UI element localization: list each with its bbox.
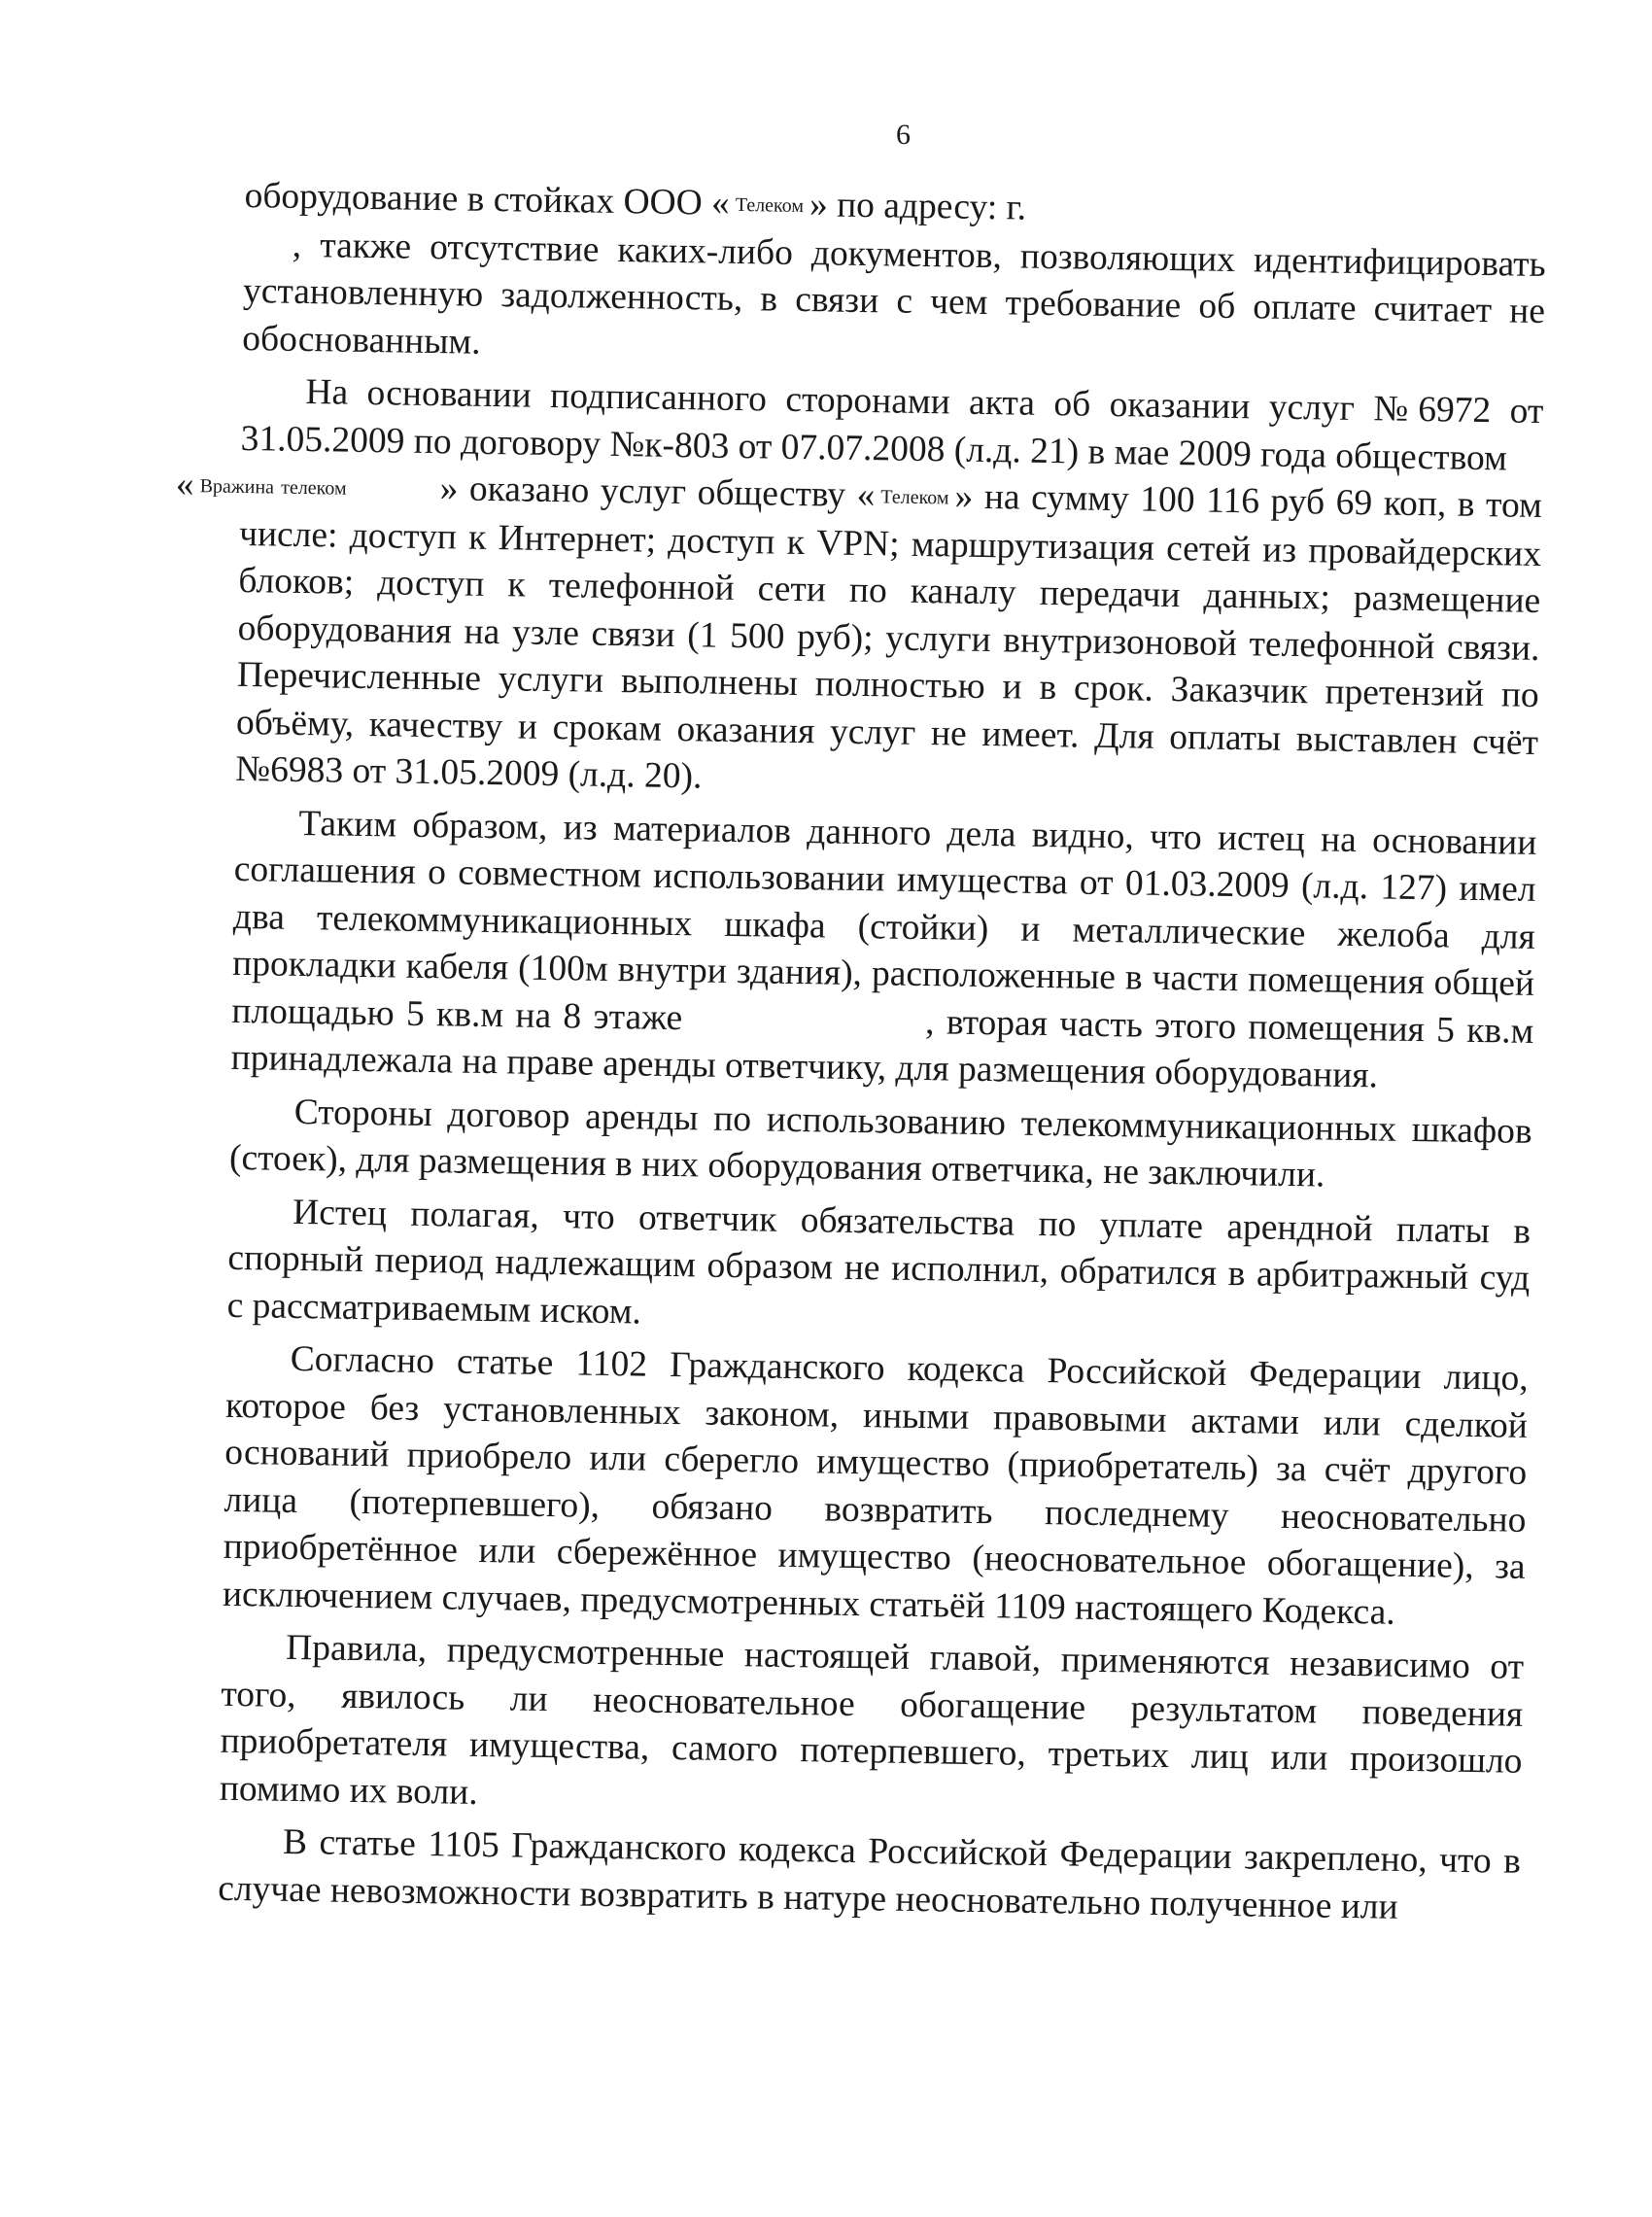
paragraph-2-text-mid: » оказано услуг обществу « bbox=[439, 468, 876, 516]
company-label-vrazhina: Вражина телеком bbox=[199, 475, 347, 500]
company-label-telecom-2: Телеком bbox=[880, 486, 949, 509]
paragraph-5: Истец полагая, что ответчик обязательства по уплате арендной платы в спорный период надлежащим образом не исполнил, обратился в арбитражный суд с рассматриваемым иском. bbox=[226, 1192, 1532, 1333]
company-label-telecom: Телеком bbox=[735, 193, 805, 218]
paragraph-1-line1-start: оборудование в стойках ООО « bbox=[244, 175, 731, 224]
paragraph-2-text-a: На основании подписанного сторонами акта об оказании услуг №6972 от 31.05.2009 по договору №к-803 от 07.07.2008 (л.д. 21) в мае 2009 года обществом bbox=[240, 372, 1544, 478]
paragraph-1 bbox=[242, 173, 1547, 383]
paragraph-4: Стороны договор аренды по использованию телекоммуникационных шкафов (стоек), для размещения в них оборудования ответчика, не заключили. bbox=[228, 1091, 1532, 1195]
paragraph-2-quote-open: « bbox=[175, 464, 195, 505]
paragraph-1-line1-end: » по адресу: г. bbox=[809, 185, 1027, 228]
paragraph-6: Согласно статье 1102 Гражданского кодекса Российской Федерации лицо, которое без установленных законом, иными правовыми актами или сделкой оснований приобрело или сберегло имущество (приобретатель) за счёт другого лица (потерпевшего), обязано возвратить последнему неосновательно приобретённое или сбережённое имущество (неосновательное обогащение), за исключением случаев, предусмотренных статьёй 1109 настоящего Кодекса. bbox=[222, 1338, 1530, 1633]
page-number: 6 bbox=[896, 119, 911, 151]
paragraph-7: Правила, предусмотренные настоящей главой, применяются независимо от того, явилось ли неосновательное обогащение результатом поведения приобретателя имущества, самого потерпевшего, третьих лиц или произошло помимо их воли. bbox=[219, 1627, 1525, 1813]
paragraph-3-text-b: , вторая часть этого помещения 5 кв.м принадлежала на праве аренды ответчику, для размещения оборудования. bbox=[230, 1001, 1534, 1096]
document-body bbox=[175, 173, 1547, 1933]
paragraph-3-text-a: Таким образом, из материалов данного дела видно, что истец на основании соглашения о совместном использовании имущества от 01.03.2009 (л.д. 127) имел два телекоммуникационных шкафа (стойки) и металлические желоба для прокладки кабеля (100м внутри здания), расположенные в части помещения общей площадью 5 кв.м на 8 этаже bbox=[231, 803, 1537, 1038]
paragraph-1-rest: , также отсутствие каких-либо документов, позволяющих идентифицировать установленную задолженность, в связи с чем требование об оплате считает не обоснованным. bbox=[242, 225, 1547, 363]
paragraph-3 bbox=[230, 799, 1536, 1102]
paragraph-8: В статье 1105 Гражданского кодекса Российской Федерации закреплено, что в случае невозможности возвратить в натуре неосновательно полученное или bbox=[217, 1821, 1522, 1927]
paragraph-2-text-b: » на сумму 100 116 руб 69 коп, в том числе: доступ к Интернет; доступ к VPN; маршрутизация сетей из провайдерских блоков; доступ к телефонной сети по каналу передачи данных; размещение оборудования на узле связи (1 500 руб); услуги внутризоновой телефонной связи. Перечисленные услуги выполнены полностью и в срок. Заказчик претензий по объёму, качеству и срокам оказания услуг не имеет. Для оплаты выставлен счёт №6983 от 31.05.2009 (л.д. 20). bbox=[235, 476, 1543, 797]
paragraph-2 bbox=[175, 368, 1544, 814]
